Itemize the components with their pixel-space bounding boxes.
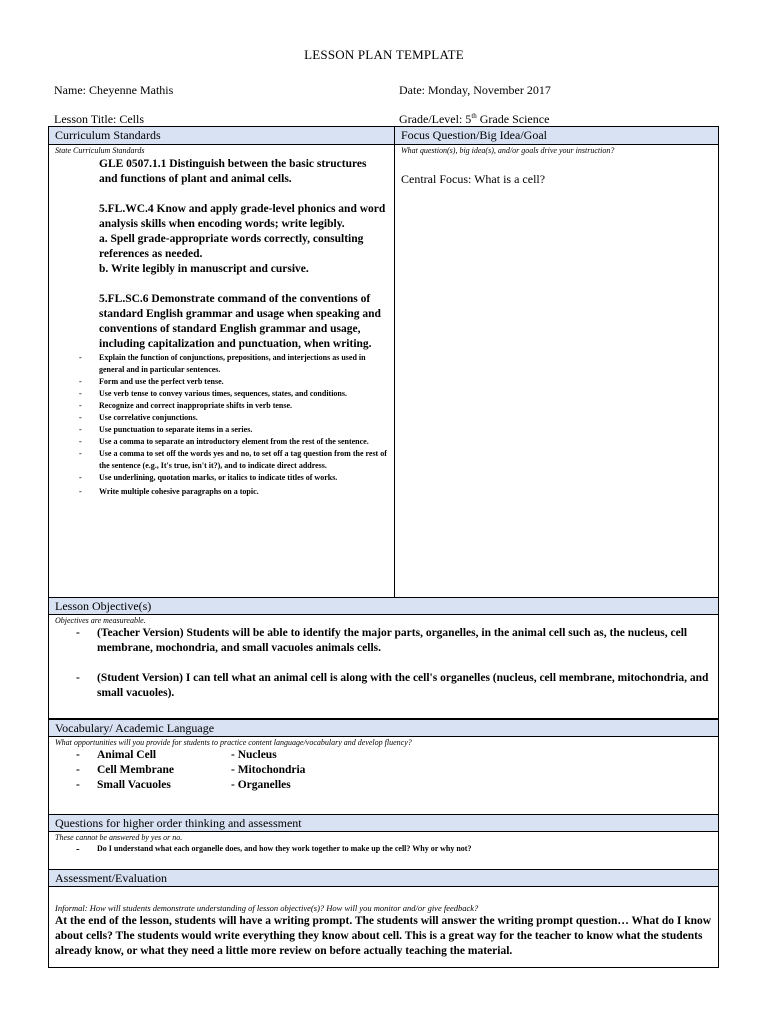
standard-wc4: 5.FL.WC.4 Know and apply grade-level phonics and word analysis skills when encoding words; write legibly. bbox=[99, 203, 386, 230]
list-item: - Use underlining, quotation marks, or italics to indicate titles of works. bbox=[79, 473, 338, 482]
lesson-title-field: Lesson Title: Cells bbox=[54, 112, 145, 126]
assessment-header: Assessment/Evaluation bbox=[49, 870, 718, 887]
vocab-row: - Small Vacuoles - Organelles bbox=[76, 779, 291, 791]
date-field: Date: Monday, November 2017 bbox=[399, 83, 551, 97]
objectives-header: Lesson Objective(s) bbox=[49, 598, 718, 615]
vocabulary-header: Vocabulary/ Academic Language bbox=[49, 720, 718, 737]
name-field: Name: Cheyenne Mathis bbox=[54, 83, 174, 97]
vocabulary-section bbox=[48, 719, 719, 815]
focus-header: Focus Question/Big Idea/Goal bbox=[395, 127, 718, 144]
focus-note: What question(s), big idea(s), and/or goals drive your instruction? bbox=[401, 146, 615, 155]
list-item: - Use punctuation to separate items in a series. bbox=[79, 425, 253, 434]
objective-item: - (Teacher Version) Students will be able to identify the major parts, organelles, in the animal cell such as, the nucleus, cell membrane, mochondria, and small vacuoles animals cells. bbox=[76, 627, 688, 654]
standard-sc6: 5.FL.SC.6 Demonstrate command of the conventions of standard English grammar and usage when speaking and conventions of standard English grammar and usage, including capitalization and punctuation, when writing. bbox=[99, 293, 381, 350]
list-item: - Use a comma to separate an introductory element from the rest of the sentence. bbox=[79, 437, 369, 446]
vocab-row: - Animal Cell - Nucleus bbox=[76, 749, 277, 761]
conventions-list bbox=[49, 352, 394, 498]
assessment-body: At the end of the lesson, students will have a writing prompt. The students will answer the writing prompt question… What do I know about cells? The students would write everything they know about cell. This is a great way for the teacher to know what the students already know, or what they need a little more review on before actually teaching the material. bbox=[55, 915, 712, 957]
informal-note: Informal: How will students demonstrate understanding of lesson objective(s)? How will you monitor and/or give feedback? bbox=[55, 903, 479, 913]
list-item: - Form and use the perfect verb tense. bbox=[79, 377, 224, 386]
standard-wc4a: a. Spell grade-appropriate words correctly, consulting references as needed. bbox=[99, 233, 364, 260]
list-item: - Explain the function of conjunctions, prepositions, and interjections as used in general and in particular sentences. bbox=[79, 353, 366, 374]
standard-wc4b: b. Write legibly in manuscript and cursive. bbox=[99, 263, 309, 275]
vocab-row: - Cell Membrane - Mitochondria bbox=[76, 764, 306, 776]
standard-gle: GLE 0507.1.1 Distinguish between the basic structures and functions of plant and animal cells. bbox=[99, 158, 367, 185]
list-item: - Write multiple cohesive paragraphs on a topic. bbox=[79, 487, 259, 496]
document-title: LESSON PLAN TEMPLATE bbox=[304, 47, 464, 62]
central-focus: Central Focus: What is a cell? bbox=[401, 172, 546, 186]
standards-note: State Curriculum Standards bbox=[55, 146, 145, 155]
objectives-note: Objectives are measureable. bbox=[55, 616, 146, 625]
objectives-section bbox=[48, 597, 719, 719]
standards-header: Curriculum Standards bbox=[49, 127, 395, 144]
list-item: - Recognize and correct inappropriate shifts in verb tense. bbox=[79, 401, 293, 410]
questions-header: Questions for higher order thinking and assessment bbox=[49, 815, 718, 832]
list-item: - Use correlative conjunctions. bbox=[79, 413, 198, 422]
standards-column bbox=[49, 145, 395, 598]
objective-item: - (Student Version) I can tell what an animal cell is along with the cell's organelles (nucleus, cell membrane, mitochondria, and small vacuoles). bbox=[76, 672, 709, 699]
question-item: - Do I understand what each organelle does, and how they work together to make up the cell? Why or why not? bbox=[76, 843, 472, 855]
questions-note: These cannot be answered by yes or no. bbox=[55, 833, 183, 842]
vocabulary-note: What opportunities will you provide for students to practice content language/vocabulary and develop fluency? bbox=[55, 738, 412, 747]
grade-level-field: Grade/Level: 5th Grade Science bbox=[399, 112, 550, 126]
questions-section bbox=[48, 814, 719, 870]
list-item: - Use a comma to set off the words yes and no, to set off a tag question from the rest of the sentence (e.g., It's true, isn't it?), and to indicate direct address. bbox=[79, 449, 387, 470]
list-item: - Use verb tense to convey various times, sequences, states, and conditions. bbox=[79, 389, 347, 398]
assessment-section bbox=[48, 869, 719, 968]
standards-section bbox=[48, 126, 719, 598]
focus-column bbox=[395, 145, 718, 598]
